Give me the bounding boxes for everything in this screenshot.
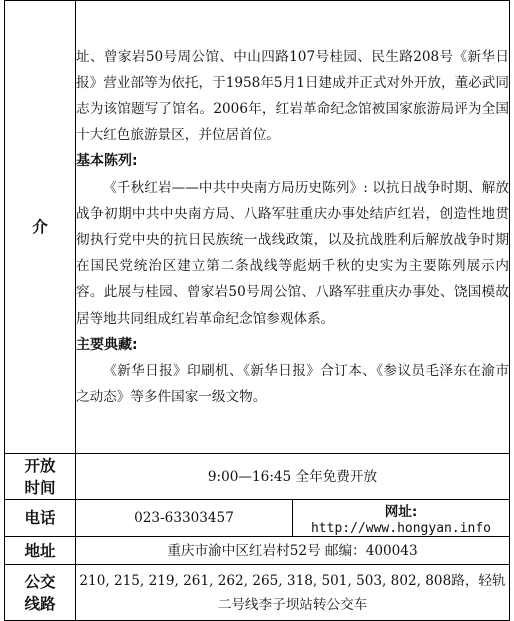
hours-label [5, 454, 76, 500]
collection-text: 《新华日报》印刷机、《新华日报》合订本、《参议员毛泽东在渝市之动态》等多件国家一级文物。 [76, 363, 509, 406]
hours-value: 9:00—16:45 全年免费开放 [76, 454, 510, 500]
bus-label-line2: 线路 [24, 594, 56, 613]
address-value: 重庆市渝中区红岩村52号 邮编：400043 [76, 537, 510, 565]
museum-info-table [4, 0, 510, 621]
phone-row [5, 500, 510, 537]
website-link[interactable]: http://www.hongyan.info [310, 521, 491, 536]
address-label: 地址 [5, 537, 76, 565]
exhibit-heading: 基本陈列: [76, 153, 138, 170]
exhibit-text: 《千秋红岩——中共中央南方局历史陈列》: 以抗日战争时期、解放战争初期中共中央南方局、八路军驻重庆办事处结庐红岩，创造性地贯彻执行党中央的抗日民族统一战线政策，以及抗战胜利后解放战争时期在国民党统治区建立第二条战线等彪炳千秋的史实为主要陈列展示内容。此展与桂园、曾家岩50号周公馆、八路军驻重庆办事处、饶国模故居等地共同组成红岩革命纪念馆参观体系。 [76, 179, 509, 327]
bus-value: 210, 215, 219, 261, 262, 265, 318, 501, 503, 802, 808路，轻轨二号线李子坝站转公交车 [76, 565, 510, 621]
hours-label-line1: 开放 [24, 456, 56, 475]
bus-row [5, 565, 510, 621]
intro-content [76, 1, 510, 454]
address-row [5, 537, 510, 565]
phone-value: 023-63303457 [76, 500, 293, 537]
hours-label-line2: 时间 [24, 478, 56, 497]
intro-row [5, 1, 510, 454]
website-label: 网址: [384, 504, 418, 520]
bus-label [5, 565, 76, 621]
collection-heading: 主要典藏: [76, 336, 138, 353]
website-cell [293, 500, 510, 537]
hours-row [5, 454, 510, 500]
intro-label: 介 [5, 1, 76, 454]
phone-label: 电话 [5, 500, 76, 537]
bus-label-line1: 公交 [24, 572, 56, 591]
intro-paragraph: 址、曾家岩50号周公馆、中山四路107号桂园、民生路208号《新华日报》营业部等为依托，于1958年5月1日建成并正式对外开放，董必武同志为该馆题写了馆名。2006年，红岩革命纪念馆被国家旅游局评为全国十大红色旅游景区，并位居首位。 [76, 48, 509, 144]
